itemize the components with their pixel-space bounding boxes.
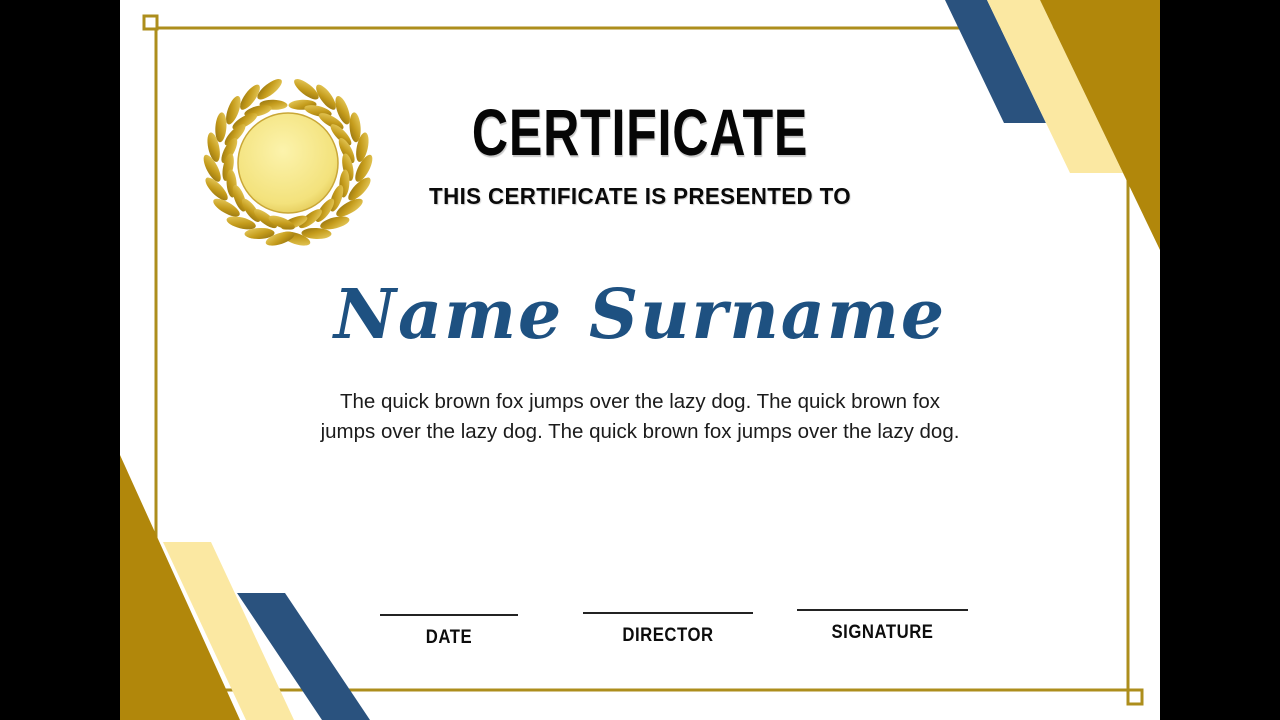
certificate-subtitle: THIS CERTIFICATE IS PRESENTED TO xyxy=(429,183,851,209)
pillarbox-right xyxy=(1160,0,1280,720)
signature-field-signature xyxy=(797,609,968,644)
signature-line xyxy=(797,609,968,611)
signature-label: DIRECTOR xyxy=(622,625,714,646)
recipient-name: Name Surname xyxy=(333,275,947,355)
certificate-title: CERTIFICATE xyxy=(471,95,809,169)
signature-line xyxy=(583,612,753,614)
certificate-body-text: The quick brown fox jumps over the lazy dog. The quick brown fox jumps over the lazy dog. The quick brown fox jumps over the lazy dog. xyxy=(320,390,960,443)
signature-label: SIGNATURE xyxy=(831,622,934,643)
pillarbox-left xyxy=(0,0,120,720)
signature-label: DATE xyxy=(425,627,473,648)
signature-field-date xyxy=(380,614,518,649)
signature-field-director xyxy=(583,612,753,647)
signature-line xyxy=(380,614,518,616)
